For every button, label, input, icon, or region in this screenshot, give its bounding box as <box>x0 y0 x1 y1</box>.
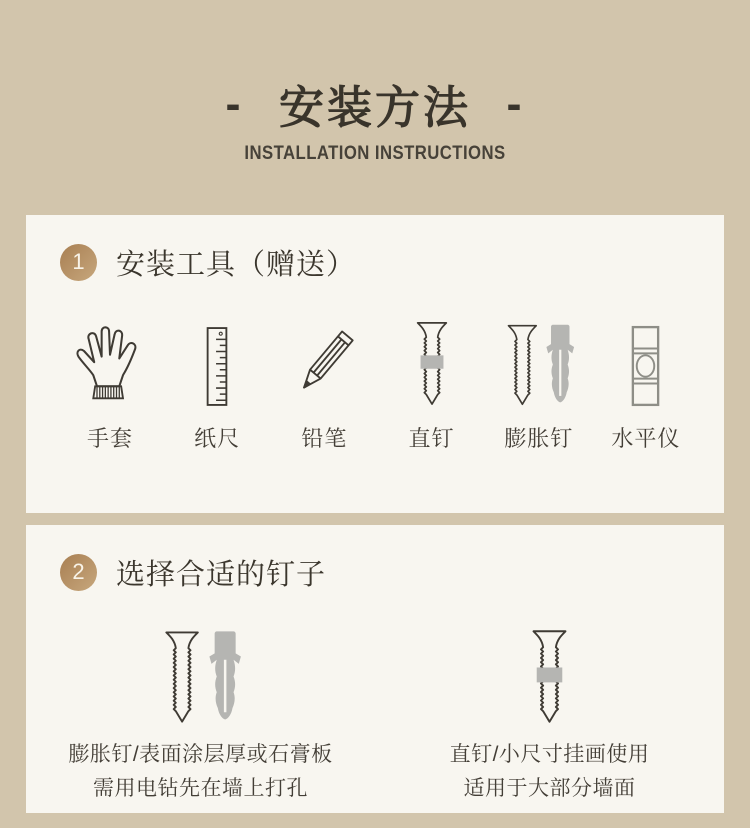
page-title-text: 安装方法 <box>278 82 471 133</box>
nail-selection-header <box>26 525 724 593</box>
option-straight-nail <box>375 625 724 807</box>
option-caption <box>375 738 724 807</box>
expansion-nail-icon <box>26 625 375 725</box>
tool-label: 直钉 <box>408 425 455 451</box>
title-dash-left: - <box>225 78 244 129</box>
nail-options-row <box>26 625 724 807</box>
tool-item-spirit-level <box>594 319 698 453</box>
tools-row <box>26 319 724 453</box>
page-header <box>0 0 750 165</box>
tool-label: 水平仪 <box>611 425 681 451</box>
tool-item-expansion-nail <box>487 319 591 453</box>
step-2-badge: 2 <box>60 554 97 591</box>
glove-icon <box>71 319 149 407</box>
pencil-icon <box>285 319 363 407</box>
option-caption <box>26 738 375 807</box>
title-dash-right: - <box>506 78 525 129</box>
tool-item-pencil <box>272 319 376 453</box>
tools-section-title: 安装工具（赠送） <box>116 248 357 281</box>
tools-section-header <box>26 215 724 283</box>
tools-section-card <box>26 215 724 513</box>
nail-selection-title: 选择合适的钉子 <box>116 558 327 591</box>
paper-ruler-icon <box>202 319 232 407</box>
spirit-level-icon <box>628 319 663 407</box>
option-expansion-nail <box>26 625 375 807</box>
tool-label: 铅笔 <box>301 425 348 451</box>
tool-label: 手套 <box>86 425 133 451</box>
tool-label: 膨胀钉 <box>504 425 574 451</box>
straight-nail-icon <box>411 319 453 407</box>
tool-item-paper-ruler <box>165 319 269 453</box>
nail-selection-card <box>26 525 724 813</box>
tool-item-glove <box>58 319 162 453</box>
straight-nail-icon <box>375 625 724 725</box>
tool-label: 纸尺 <box>194 425 241 451</box>
option-caption-line1: 膨胀钉/表面涂层厚或石膏板 <box>68 742 333 766</box>
step-1-badge: 1 <box>60 244 97 281</box>
expansion-nail-icon <box>502 319 576 407</box>
page-subtitle: INSTALLATION INSTRUCTIONS <box>244 142 506 164</box>
option-caption-line1: 直钉/小尺寸挂画使用 <box>449 742 650 766</box>
tool-item-straight-nail <box>380 319 484 453</box>
option-caption-line2: 需用电钻先在墙上打孔 <box>93 777 308 801</box>
option-caption-line2: 适用于大部分墙面 <box>463 777 636 801</box>
page-title <box>0 78 750 134</box>
